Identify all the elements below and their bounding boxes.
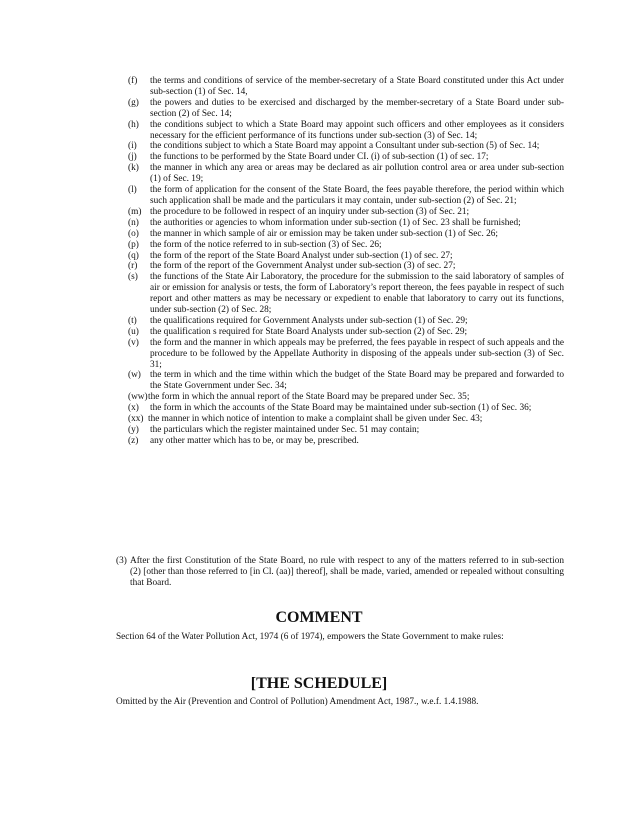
- clause-label: (xx): [128, 414, 144, 425]
- clause-text: the form of application for the consent of the State Board, the fees payable therefore, the period within which such application shall be made and the particulars it may contain, under sub-section (2) of Sec. 21;: [150, 185, 564, 206]
- clause-text: the form of the report of the Government Analyst under sub-section (3) of sec. 27;: [150, 261, 456, 272]
- clause-item: [128, 316, 564, 327]
- clause-label: (t): [128, 315, 137, 326]
- clause-text: the authorities or agencies to whom information under sub-section (1) of Sec. 23 shall be furnished;: [150, 217, 521, 228]
- clause-text: the conditions subject to which a State Board may appoint a Consultant under sub-section (5) of Sec. 14;: [150, 141, 540, 152]
- clause-item: [128, 370, 564, 392]
- clause-text: the form of the report of the State Board Analyst under sub-section (1) of sec. 27;: [150, 250, 453, 261]
- clause-label: (l): [128, 185, 137, 196]
- clause-label: (h): [128, 119, 139, 130]
- clause-item: [128, 240, 564, 251]
- schedule-text: Omitted by the Air (Prevention and Control of Pollution) Amendment Act, 1987., w.e.f. 1.4.1988.: [116, 697, 479, 707]
- clause-label: (g): [128, 97, 139, 108]
- clause-item: [128, 403, 564, 414]
- clause-label: (r): [128, 261, 138, 272]
- clause-item: [128, 251, 564, 262]
- clause-text: the manner in which any area or areas may be declared as air pollution control area or area under sub-section (1) of Sec. 19;: [150, 163, 564, 185]
- clause-item: [128, 272, 564, 316]
- clause-item: [128, 163, 564, 185]
- clause-label: (s): [128, 272, 138, 283]
- comment-text: Section 64 of the Water Pollution Act, 1974 (6 of 1974), empowers the State Government to make rules:: [116, 632, 504, 642]
- clause-label: (f): [128, 76, 138, 86]
- clause-text: the form in which the annual report of the State Board may be prepared under Sec. 35;: [148, 392, 470, 403]
- clause-item: [128, 120, 564, 142]
- clause-text: the manner in which sample of air or emission may be taken under sub-section (1) of Sec. 26;: [150, 228, 499, 239]
- subsection-label: (3): [116, 556, 127, 566]
- clause-text: the manner in which notice of intention to make a complaint shall be given under Sec. 43;: [148, 414, 483, 425]
- comment-heading: COMMENT: [275, 609, 363, 626]
- clause-label: (j): [128, 152, 137, 163]
- clause-label: (y): [128, 425, 139, 435]
- clause-text: the procedure to be followed in respect of an inquiry under sub-section (3) of Sec. 21;: [150, 206, 470, 217]
- clause-item: [128, 327, 564, 338]
- clause-list: [128, 76, 564, 447]
- clause-label: (p): [128, 239, 139, 250]
- clause-label: (w): [128, 370, 141, 381]
- clause-item: [128, 218, 564, 229]
- clause-text: the term in which and the time within which the budget of the State Board may be prepared and forwarded to the State Government under Sec. 34;: [150, 370, 564, 392]
- clause-item: [128, 185, 564, 207]
- clause-item: [128, 425, 564, 436]
- clause-item: [128, 152, 564, 163]
- clause-item: [128, 76, 564, 98]
- clause-item: [128, 392, 564, 403]
- clause-item: [128, 261, 564, 272]
- clause-label: (u): [128, 326, 139, 337]
- clause-item: [128, 98, 564, 120]
- clause-text: the particulars which the register maintained under Sec. 51 may contain;: [150, 425, 420, 435]
- clause-label: (q): [128, 250, 139, 261]
- clause-item: [128, 229, 564, 240]
- clause-label: (o): [128, 228, 139, 239]
- clause-item: [128, 436, 564, 447]
- clause-label: (z): [128, 435, 139, 446]
- clause-label: (ww): [128, 392, 148, 403]
- schedule-heading: [THE SCHEDULE]: [250, 675, 388, 692]
- clause-label: (n): [128, 217, 139, 228]
- clause-text: the qualifications required for Government Analysts under sub-section (1) of Sec. 29;: [150, 315, 468, 326]
- clause-text: the form of the notice referred to in sub-section (3) of Sec. 26;: [150, 239, 382, 250]
- clause-text: the powers and duties to be exercised and discharged by the member-secretary of a State Board under sub-section (2) of Sec. 14;: [150, 97, 564, 119]
- clause-item: [128, 207, 564, 218]
- clause-label: (x): [128, 403, 139, 414]
- clause-label: (v): [128, 337, 139, 348]
- clause-label: (m): [128, 206, 142, 217]
- clause-item: [128, 338, 564, 371]
- subsection-text: After the first Constitution of the State Board, no rule with respect to any of the matters referred to in sub-section (2) [other than those referred to [in Cl. (aa)] thereof], shall be made, varied, amended or repealed without consulting that Board.: [130, 556, 564, 588]
- clause-text: the form and the manner in which appeals may be preferred, the fees payable in respect of such appeals and the procedure to be followed by the Appellate Authority in disposing of the appeals under sub-section (3) of Sec. 31;: [150, 337, 564, 370]
- clause-label: (i): [128, 141, 137, 152]
- clause-text: the qualification s required for State Board Analysts under sub-section (2) of Sec. 29;: [150, 326, 468, 337]
- clause-text: the form in which the accounts of the State Board may be maintained under sub-section (1) of Sec. 36;: [150, 403, 532, 414]
- clause-text: the functions to be performed by the State Board under CI. (i) of sub-section (1) of sec. 17;: [150, 152, 489, 163]
- clause-text: the functions of the State Air Laboratory, the procedure for the submission to the said laboratory of samples of air or emission for analysis or tests, the form of Laboratory’s report thereon, the fees payable in respect of such report and other matters as may be necessary or expedient to enable that laboratory to carry out its functions, under sub-section (2) of Sec. 28;: [150, 272, 564, 316]
- subsection-3: [116, 556, 564, 589]
- clause-item: [128, 414, 564, 425]
- clause-text: any other matter which has to be, or may be, prescribed.: [150, 435, 359, 446]
- clause-label: (k): [128, 163, 139, 174]
- clause-text: the terms and conditions of service of the member-secretary of a State Board constituted under this Act under sub-section (1) of Sec. 14,: [150, 76, 564, 97]
- clause-item: [128, 141, 564, 152]
- clause-text: the conditions subject to which a State Board may appoint such officers and other employees as it considers necessary for the efficient performance of its functions under sub-section (3) of Sec. 14;: [150, 119, 564, 141]
